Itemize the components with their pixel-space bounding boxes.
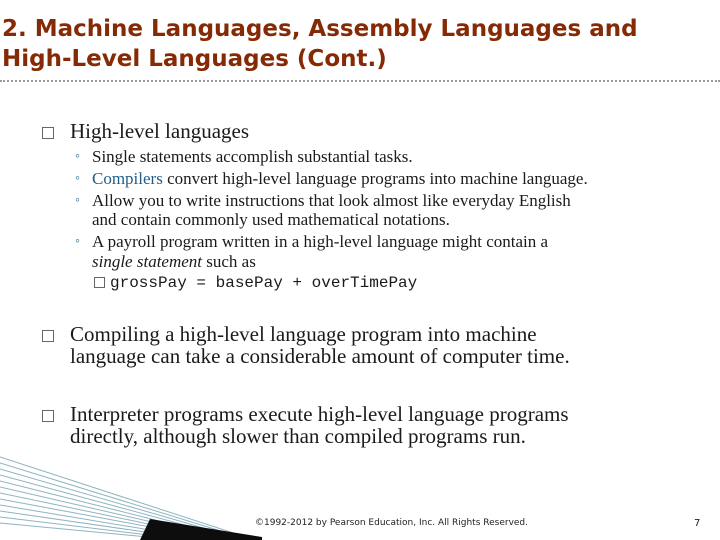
sub-bullet-allow-line1: Allow you to write instructions that look almost like everyday English [92,191,571,210]
ring-bullet-icon: ◦ [75,193,80,208]
sub-bullet-allow-line2: and contain commonly used mathematical notations. [92,210,450,229]
compilers-link[interactable]: Compilers [92,169,163,188]
square-bullet-icon [42,330,54,342]
sub-bullet-compilers [92,169,588,189]
code-bullet-icon [94,277,105,288]
title-line-1: 2. Machine Languages, Assembly Languages and [2,16,638,42]
ring-bullet-icon: ◦ [75,234,80,249]
such-as-text: such as [202,252,256,271]
sub-bullet-single-statements: Single statements accomplish substantial tasks. [92,147,413,166]
ring-bullet-icon: ◦ [75,171,80,186]
sub-bullet-payroll-line2 [92,252,256,272]
code-example: grossPay = basePay + overTimePay [110,274,418,292]
compilers-rest: convert high-level language programs into machine language. [162,169,588,188]
bullet-interpreter-line2: directly, although slower than compiled programs run. [70,424,526,448]
single-statement-italic: single statement [92,252,203,271]
title-line-2: High-Level Languages (Cont.) [2,46,387,72]
square-bullet-icon [42,410,54,422]
bullet-high-level-languages: High-level languages [70,119,250,143]
bullet-compiling-line1: Compiling a high-level language program into machine [70,322,537,346]
page-number: 7 [694,518,701,529]
sub-bullet-payroll-line1: A payroll program written in a high-level language might contain a [92,232,549,251]
square-bullet-icon [42,127,54,139]
bullet-compiling-line2: language can take a considerable amount of computer time. [70,344,570,368]
decorative-corner-lines [0,455,280,540]
copyright-footer: ©1992-2012 by Pearson Education, Inc. All Rights Reserved. [255,518,529,528]
slide-title [0,14,650,74]
ring-bullet-icon: ◦ [75,149,80,164]
bullet-interpreter-line1: Interpreter programs execute high-level language programs [70,402,569,426]
title-divider [0,80,720,82]
